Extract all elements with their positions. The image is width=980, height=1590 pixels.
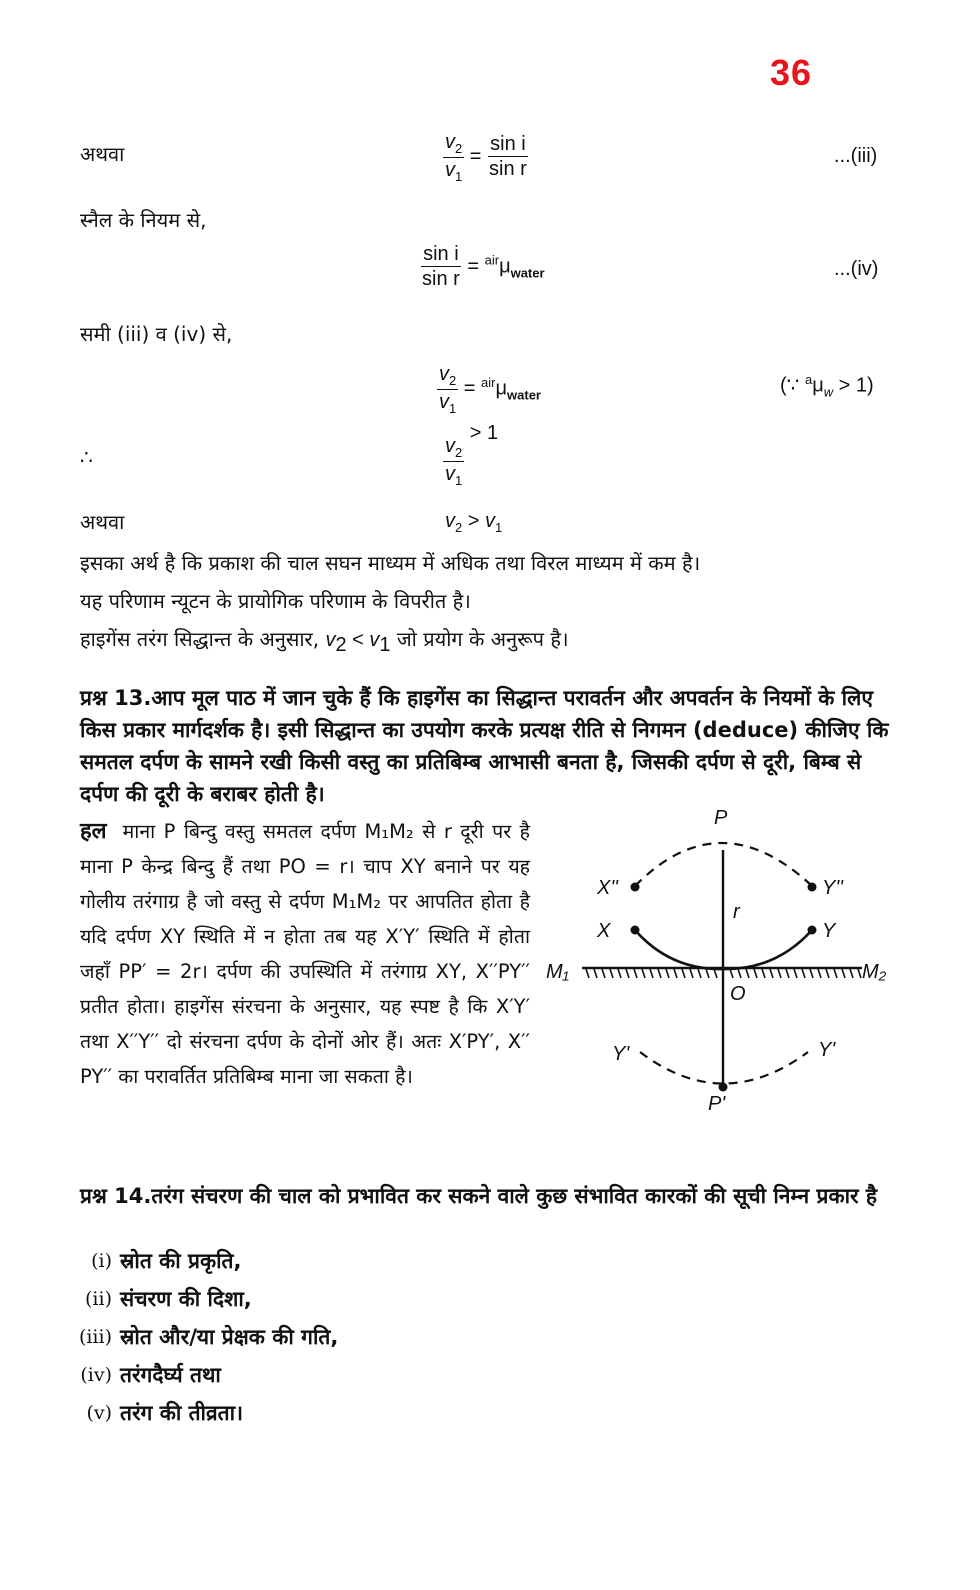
therefore-symbol: ∴ <box>80 445 93 469</box>
equation-iv: $\frac{\text{sin i}}{\text{sin r}}$ = $^{air}\mu_{water}$ <box>422 243 545 290</box>
refractive-index-note: (∵ $^a\mu_w > 1$) <box>780 372 874 400</box>
plane-mirror-wavefront-diagram <box>540 800 900 1110</box>
list-item: (v) तरंग की तीव्रता। <box>86 1401 244 1425</box>
list-item: (iii) स्रोत और/या प्रेक्षक की गति, <box>78 1325 339 1349</box>
point-y2 <box>808 883 817 892</box>
label-m2: M₂ <box>862 961 887 983</box>
factor-list <box>40 1242 338 1432</box>
inequality-v2-v1: $v_2 > v_1$ <box>445 510 503 535</box>
list-item: (i) स्रोत की प्रकृति, <box>91 1249 242 1273</box>
conclusion-text: इसका अर्थ है कि प्रकाश की चाल सघन माध्यम में अधिक तथा विरल माध्यम में कम है। यह परिणाम न्यूटन के प्रायोगिक परिणाम के विपरीत है। हाइगेंस तरंग सिद्धान्त के अनुसार, $v_2 < v_1$ जो प्रयोग के अनुरूप है। <box>80 551 701 656</box>
equation-number-iii: ...(iii) <box>834 145 878 167</box>
inequality-ratio: $\frac{v_2}{v_1}$ > 1 <box>445 422 499 488</box>
question-14-label: प्रश्न 14. <box>80 1184 152 1208</box>
question-13-text: आप मूल पाठ में जान चुके हैं कि हाइगेंस का सिद्धान्त परावर्तन और अपवर्तन के नियमों के लिए किस प्रकार मार्गदर्शक है। इसी सिद्धान्त का उपयोग करके प्रत्यक्ष रीति से निगमन (deduce) कीजिए कि समतल दर्पण के सामने रखी किसी वस्तु का प्रतिबिम्ब आभासी बनता है, जिसकी दर्पण से दूरी, बिम्ब से दर्पण की दूरी के बराबर होती है। <box>80 686 889 806</box>
equation-iii: $\frac{v_2}{v_1}$ = $\frac{\text{sin i}}{\text{sin r}}$ <box>445 131 527 184</box>
label-x-double-prime: X'' <box>597 877 618 899</box>
label-r: r <box>733 901 740 923</box>
snell-law-intro: स्नैल के नियम से, <box>80 208 207 232</box>
sine-ratio: $\frac{\text{sin i}}{\text{sin r}}$ <box>489 133 527 181</box>
label-o: O <box>730 983 746 1005</box>
label-x: X <box>597 920 611 942</box>
point-x <box>631 926 640 935</box>
label-y: Y <box>822 920 836 942</box>
row1-label: अथवा <box>80 142 125 166</box>
label-p-prime: P' <box>708 1093 726 1110</box>
list-item: (iv) तरंगदैर्घ्य तथा <box>80 1363 221 1387</box>
question-14-text: तरंग संचरण की चाल को प्रभावित कर सकने वाले कुछ संभावित कारकों की सूची निम्न प्रकार है <box>151 1184 878 1208</box>
label-m1: M₁ <box>546 961 569 983</box>
equation-v2-v1: $\frac{v_2}{v_1}$ = $^{air}\mu_{water}$ <box>439 363 541 416</box>
row5-label: अथवा <box>80 510 125 534</box>
combine-intro: समी (iii) व (iv) से, <box>80 322 233 346</box>
solution-text: माना P बिन्दु वस्तु समतल दर्पण M₁M₂ से r दूरी पर है माना P केन्द्र बिन्दु हैं तथा PO = r। चाप XY बनाने पर यह गोलीय तरंगाग्र है जो वस्तु से दर्पण M₁M₂ पर आपतित होता है यदि दर्पण XY स्थिति में न होता तब यह X′Y′ स्थिति में होता जहाँ PP′ = 2r। दर्पण की उपस्थिति में तरंगाग्र XY, X′′PY′′ प्रतीत होता। हाइगेंस संरचना के अनुसार, यह स्पष्ट है कि X′Y′ तथा X′′Y′′ दो संरचना दर्पण के दोनों ओर हैं। अतः X′PY′, X′′ PY′′ का परावर्तित प्रतिबिम्ब माना जा सकता है। <box>80 820 530 1088</box>
velocity-ratio: $\frac{v_2}{v_1}$ <box>445 131 463 184</box>
solution-label: हल <box>80 819 107 844</box>
solution-13 <box>80 814 530 1094</box>
page-number: 36 <box>770 52 813 93</box>
list-item: (ii) संचरण की दिशा, <box>85 1287 252 1311</box>
question-13 <box>80 682 890 810</box>
question-14 <box>80 1180 890 1212</box>
equation-number-iv: ...(iv) <box>834 258 879 280</box>
label-y-prime-left: Y' <box>612 1043 630 1065</box>
question-13-label: प्रश्न 13. <box>80 686 152 710</box>
point-x2 <box>631 883 640 892</box>
label-y-double-prime: Y'' <box>822 877 843 899</box>
point-p-prime <box>719 1083 728 1092</box>
label-y-prime-right: Y' <box>818 1039 836 1061</box>
label-p: P <box>714 807 728 829</box>
point-y <box>808 926 817 935</box>
